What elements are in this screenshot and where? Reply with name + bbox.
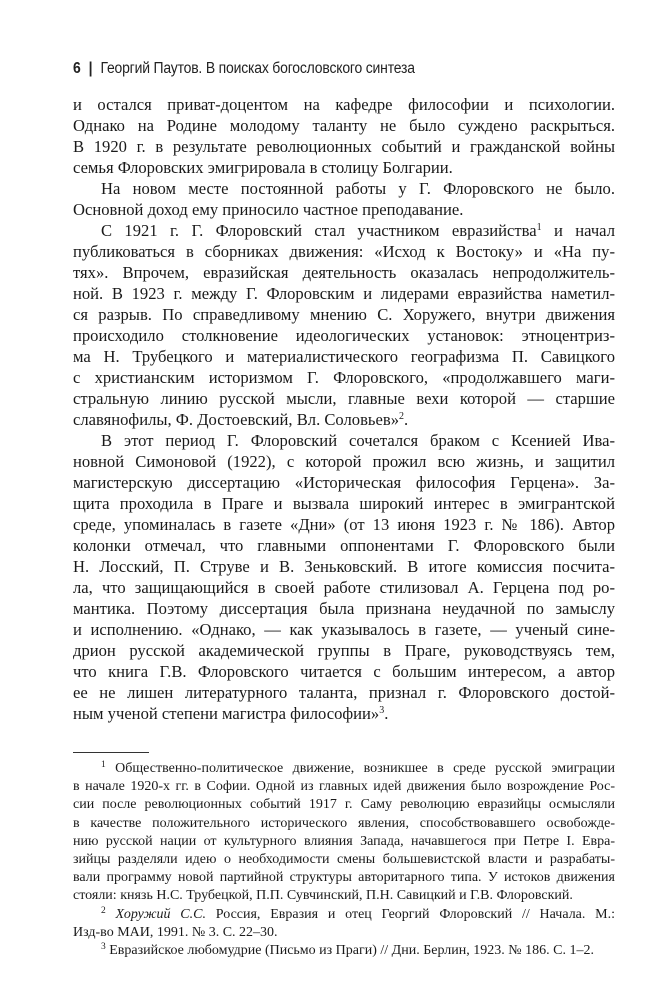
footnote-line <box>73 796 615 814</box>
footnote-text: вали программу новой партийной структуры авторитарного типа. У истоков движения <box>73 870 615 886</box>
running-header <box>73 60 415 78</box>
footnote-text: сии после революционных событий 1917 г. Саму революцию евразийцы осмысляли <box>73 797 615 813</box>
footnote-mark: 2 <box>101 905 106 916</box>
text-line: и остался приват-доцентом на кафедре философии и психологии. <box>73 95 615 114</box>
footnote-line <box>73 778 615 796</box>
header-separator: | <box>88 60 93 77</box>
text-line: ма Н. Трубецкого и материалистического географизма П. Савицкого <box>73 347 615 366</box>
text-line: происходило столкновение идеологических установок: этноцентриз- <box>73 326 615 345</box>
text-segment: славянофилы, Ф. Достоевский, Вл. Соловьев» <box>73 410 399 429</box>
main-text <box>73 94 615 724</box>
footnote-line <box>73 942 615 960</box>
footnote-text: Евразийское любомудрие (Письмо из Праги) // Дни. Берлин, 1923. № 186. С. 1–2. <box>109 942 594 958</box>
text-line <box>73 703 615 724</box>
text-line: публиковаться в сборниках движения: «Исход к Востоку» и «На пу- <box>73 242 615 261</box>
text-segment: ным ученой степени магистра философии» <box>73 704 380 723</box>
text-line: колонки отмечал, что главными оппонентами Г. Флоровского были <box>73 536 615 555</box>
text-line <box>73 409 615 430</box>
text-line: с христианским историзмом Г. Флоровского, «продолжавшего маги- <box>73 368 615 387</box>
text-line: стральную линию русской мысли, главные вехи которой — старшие <box>73 389 615 408</box>
text-line: Однако на Родине молодому таланту не было суждено раскрыться. <box>73 116 615 135</box>
page-number: 6 <box>73 60 81 77</box>
footnote-line <box>73 815 615 833</box>
book-title: Георгий Паутов. В поисках богословского синтеза <box>100 60 415 77</box>
text-line <box>73 220 615 241</box>
text-line: ла, что защищающийся в своей работе стилизовал А. Герцена под ро- <box>73 578 615 597</box>
footnote-line <box>73 760 615 778</box>
text-line: мантика. Поэтому диссертация была признана неудачной по замыслу <box>73 599 615 618</box>
text-line: новной Симоновой (1922), с которой прожил всю жизнь, и защитил <box>73 452 615 471</box>
text-line: ной. В 1923 г. между Г. Флоровским и лидерами евразийства наметил- <box>73 284 615 303</box>
footnote-mark: 3 <box>101 941 106 952</box>
footnote-text: Изд-во МАИ, 1991. № 3. С. 22–30. <box>73 924 278 940</box>
footnote-text: в качестве положительного исторического явления, способствовавшего освобожде- <box>73 815 615 831</box>
text-line: дрион русской академической группы в Праге, руководствуясь тем, <box>73 641 615 660</box>
footnote-text: в начале 1920-х гг. в Софии. Одной из главных идей движения было возрождение Рос- <box>73 779 615 795</box>
footnote-mark: 1 <box>101 760 106 770</box>
text-line: ее не лишен литературного таланта, признал г. Флоровского достой- <box>73 683 615 702</box>
footnote-text: Общественно-политическое движение, возникшее в среде русской эмиграции <box>115 761 616 776</box>
text-line: магистерскую диссертацию «Историческая философия Герцена». За- <box>73 473 615 492</box>
footnote-reference[interactable]: 3 <box>379 705 385 716</box>
text-line: В этот период Г. Флоровский сочетался браком с Ксенией Ива- <box>101 431 615 450</box>
footnote-text: нию русской нации от культурного влияния Запада, начавшегося при Петре I. Евра- <box>73 833 615 849</box>
footnote-line <box>73 906 615 924</box>
text-segment: . <box>384 704 389 723</box>
text-line: ся разрыв. По справедливому мнению С. Хоружего, внутри движения <box>73 305 615 324</box>
text-line: щита проходила в Праге и вызвала широкий интерес в эмигрантской <box>73 494 615 513</box>
text-line: Основной доход ему приносило частное преподавание. <box>73 200 464 219</box>
footnotes <box>73 760 615 960</box>
text-line: что книга Г.В. Флоровского читается с большим интересом, а автор <box>73 662 615 681</box>
text-line: тях». Впрочем, евразийская деятельность оказалась непродолжитель- <box>73 263 615 282</box>
text-segment: и начал <box>541 221 615 240</box>
footnote-reference[interactable]: 2 <box>399 411 404 422</box>
text-segment: . <box>404 410 409 429</box>
text-line: и исполнению. «Однако, — как указывалось в газете, — ученый сине- <box>73 620 615 639</box>
footnote-line <box>73 869 615 887</box>
text-line: На новом месте постоянной работы у Г. Флоровского не было. <box>101 179 615 198</box>
footnote-text: зийцы разделяли идею о необходимости смены большевистской власти и разрабаты- <box>73 851 615 867</box>
text-line: Н. Лосский, П. Струве и В. Зеньковский. В итоге комиссия посчита- <box>73 557 615 576</box>
footnote-rule <box>73 752 149 753</box>
footnote-text: стояли: князь Н.С. Трубецкой, П.П. Сувчинский, П.Н. Савицкий и Г.В. Флоровский. <box>73 888 573 904</box>
footnote-text: Россия, Евразия и отец Георгий Флоровский // Начала. М.: <box>206 906 616 922</box>
footnote-line <box>73 924 615 942</box>
footnote-line <box>73 851 615 869</box>
footnote-line <box>73 833 615 851</box>
footnote-line <box>73 887 615 905</box>
text-segment: С 1921 г. Г. Флоровский стал участником евразийства <box>101 221 537 240</box>
footnote-author: Хоружий С.С. <box>115 906 206 922</box>
text-line: В 1920 г. в результате революционных событий и гражданской войны <box>73 137 615 156</box>
footnote-reference[interactable]: 1 <box>536 222 542 233</box>
text-line: среде, упоминалась в газете «Дни» (от 13 июня 1923 г. № 186). Автор <box>73 515 615 534</box>
text-line: семья Флоровских эмигрировала в столицу Болгарии. <box>73 158 453 177</box>
